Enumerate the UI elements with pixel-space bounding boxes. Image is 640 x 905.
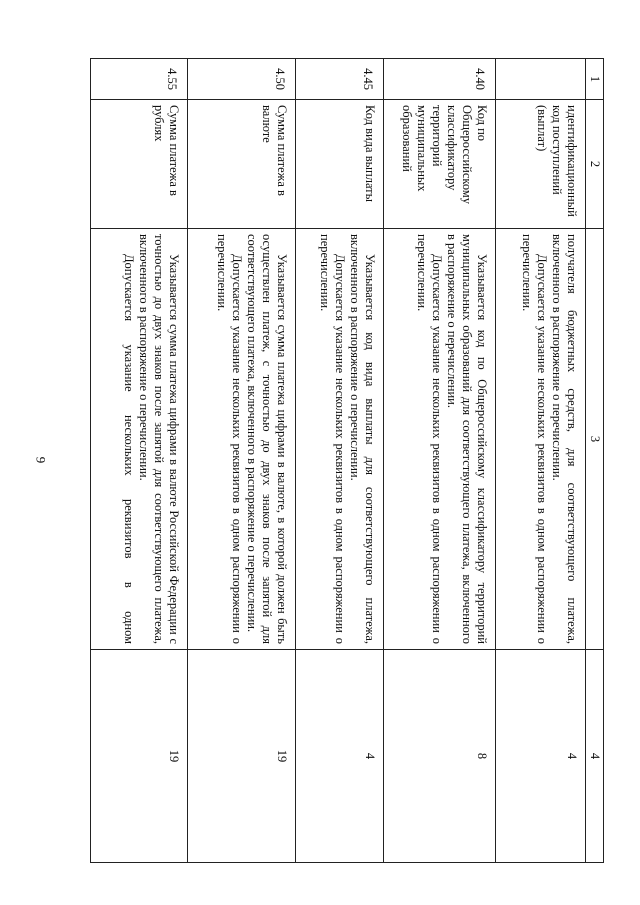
description-paragraph: Указывается код по Общероссийскому классификатору территорий муниципальных образований для соответствующего платежа, включенного в распоряжение о перечислении.: [445, 234, 489, 644]
description-paragraph: Допускается указание нескольких реквизитов в одном: [122, 254, 136, 644]
row-description: [496, 229, 586, 650]
row-description: [91, 229, 188, 650]
row-code: 4.45: [296, 59, 384, 100]
description-paragraph: Допускается указание нескольких реквизитов в одном распоряжении о перечислении.: [520, 234, 549, 644]
row-name: Код вида выплаты: [296, 100, 384, 229]
row-code: 4.50: [188, 59, 296, 100]
table-rotated-container: [92, 58, 604, 858]
header-col-2: 2: [586, 100, 604, 229]
table-row: [91, 59, 188, 863]
table-row: [496, 59, 586, 863]
description-paragraph: Допускается указание нескольких реквизитов в одном распоряжении о перечислении.: [318, 234, 347, 644]
description-paragraph: Указывается сумма платежа цифрами в валюте Российской Федерации с точностью до двух знаков после запятой для соответствующего платежа, включенного в распоряжение о перечислении.: [137, 234, 181, 644]
row-length: 4: [496, 650, 586, 863]
table-row: [384, 59, 496, 863]
row-length: 19: [188, 650, 296, 863]
row-code: 4.55: [91, 59, 188, 100]
header-col-3: 3: [586, 229, 604, 650]
table-row: [188, 59, 296, 863]
table-row: [296, 59, 384, 863]
page-number: 9: [33, 456, 49, 464]
row-description: [384, 229, 496, 650]
row-name: идентификационный код поступлений (выплат): [496, 100, 586, 229]
row-description: [296, 229, 384, 650]
row-length: 19: [91, 650, 188, 863]
description-paragraph: Допускается указание нескольких реквизитов в одном распоряжении о перечислении.: [415, 234, 444, 644]
table-header-row: [586, 59, 604, 863]
header-col-4: 4: [586, 650, 604, 863]
description-paragraph: Указывается код вида выплаты для соответствующего платежа, включенного в распоряжение о перечислении.: [348, 234, 377, 644]
row-name: Сумма платежа в валюте: [188, 100, 296, 229]
description-paragraph: Указывается сумма платежа цифрами в валюте, в которой должен быть осуществлен платеж, с точностью до двух знаков после запятой для соответствующего платежа, включенного в распоряжение о перечислении.: [245, 234, 289, 644]
row-name: Сумма платежа в рублях: [91, 100, 188, 229]
row-length: 4: [296, 650, 384, 863]
fields-table: [90, 58, 604, 863]
row-name: Код по Общероссийскому классификатору территорий муниципальных образований: [384, 100, 496, 229]
row-code: 4.40: [384, 59, 496, 100]
description-paragraph: получателя бюджетных средств, для соответствующего платежа, включенного в распоряжение о перечислении.: [550, 234, 579, 644]
row-length: 8: [384, 650, 496, 863]
header-col-1: 1: [586, 59, 604, 100]
row-code: [496, 59, 586, 100]
description-paragraph: Допускается указание нескольких реквизитов в одном распоряжении о перечислении.: [215, 234, 244, 644]
row-description: [188, 229, 296, 650]
